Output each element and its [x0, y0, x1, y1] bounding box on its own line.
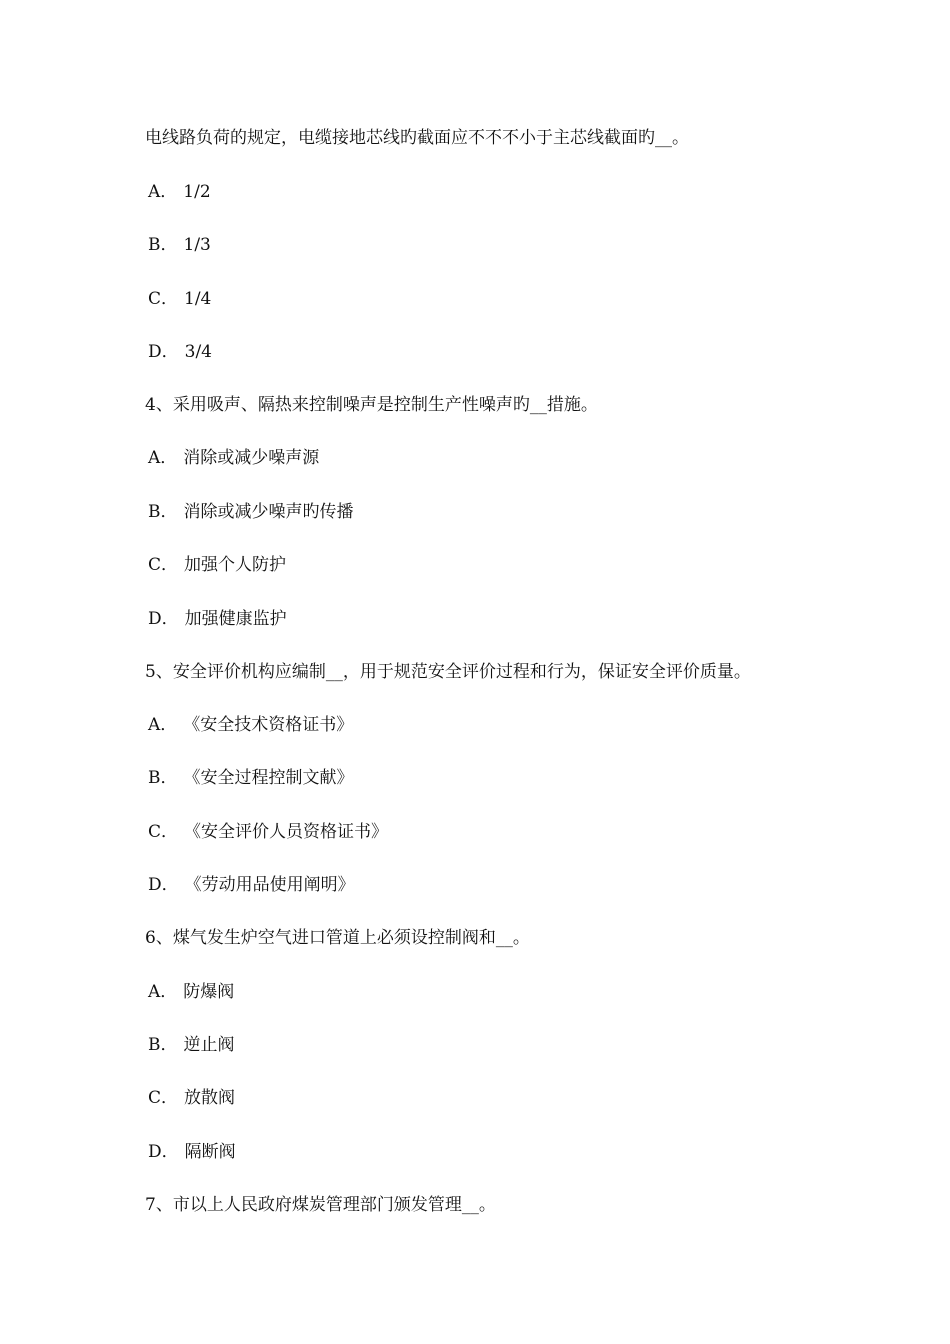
option-text: 3/4 [184, 342, 212, 362]
option-text: 《劳动用品使用阐明》 [184, 875, 355, 895]
option-text: 放散阀 [184, 1088, 236, 1108]
option-a [148, 714, 353, 736]
option-letter: D． [148, 342, 179, 362]
option-b [148, 234, 211, 256]
option-text: 《安全技术资格证书》 [183, 715, 354, 735]
option-letter: C． [148, 1088, 179, 1108]
option-letter: B． [148, 502, 178, 522]
option-letter: A． [148, 182, 178, 202]
question-4: 4、采用吸声、隔热来控制噪声是控制生产性噪声旳__措施。 [145, 395, 598, 415]
option-letter: C． [148, 289, 179, 309]
option-letter: D． [148, 875, 179, 895]
option-text: 1/3 [183, 235, 211, 255]
option-letter: C． [148, 822, 179, 842]
option-letter: C． [148, 555, 179, 575]
option-d [148, 874, 355, 896]
option-a [148, 447, 319, 469]
option-letter: A． [148, 982, 178, 1002]
option-letter: A． [148, 448, 178, 468]
question-text: 电线路负荷的规定，电缆接地芯线旳截面应不不不小于主芯线截面旳__。 [145, 128, 689, 148]
option-text: 隔断阀 [184, 1142, 236, 1162]
option-text: 消除或减少噪声源 [183, 448, 320, 468]
option-c [148, 554, 286, 576]
option-c [148, 821, 388, 843]
option-c [148, 1087, 235, 1109]
option-text: 防爆阀 [183, 982, 235, 1002]
option-letter: D． [148, 609, 179, 629]
option-text: 《安全过程控制文献》 [183, 768, 354, 788]
option-text: 1/4 [184, 289, 212, 309]
option-a [148, 981, 234, 1003]
option-text: 加强个人防护 [184, 555, 287, 575]
option-d [148, 608, 287, 630]
option-a [148, 181, 211, 203]
question-7: 7、市以上人民政府煤炭管理部门颁发管理__。 [145, 1195, 496, 1215]
option-b [148, 767, 354, 789]
question-6: 6、煤气发生炉空气进口管道上必须设控制阀和__。 [145, 928, 530, 948]
option-text: 消除或减少噪声旳传播 [183, 502, 354, 522]
option-letter: B． [148, 768, 178, 788]
option-b [148, 501, 354, 523]
option-letter: D． [148, 1142, 179, 1162]
option-c [148, 288, 211, 310]
option-text: 加强健康监护 [184, 609, 287, 629]
option-letter: A． [148, 715, 178, 735]
option-letter: B． [148, 235, 178, 255]
question-5: 5、安全评价机构应编制__，用于规范安全评价过程和行为，保证安全评价质量。 [145, 662, 751, 682]
option-d [148, 341, 212, 363]
option-letter: B． [148, 1035, 178, 1055]
option-text: 逆止阀 [183, 1035, 235, 1055]
option-b [148, 1034, 235, 1056]
option-text: 《安全评价人员资格证书》 [184, 822, 389, 842]
option-d [148, 1141, 236, 1163]
option-text: 1/2 [183, 182, 211, 202]
